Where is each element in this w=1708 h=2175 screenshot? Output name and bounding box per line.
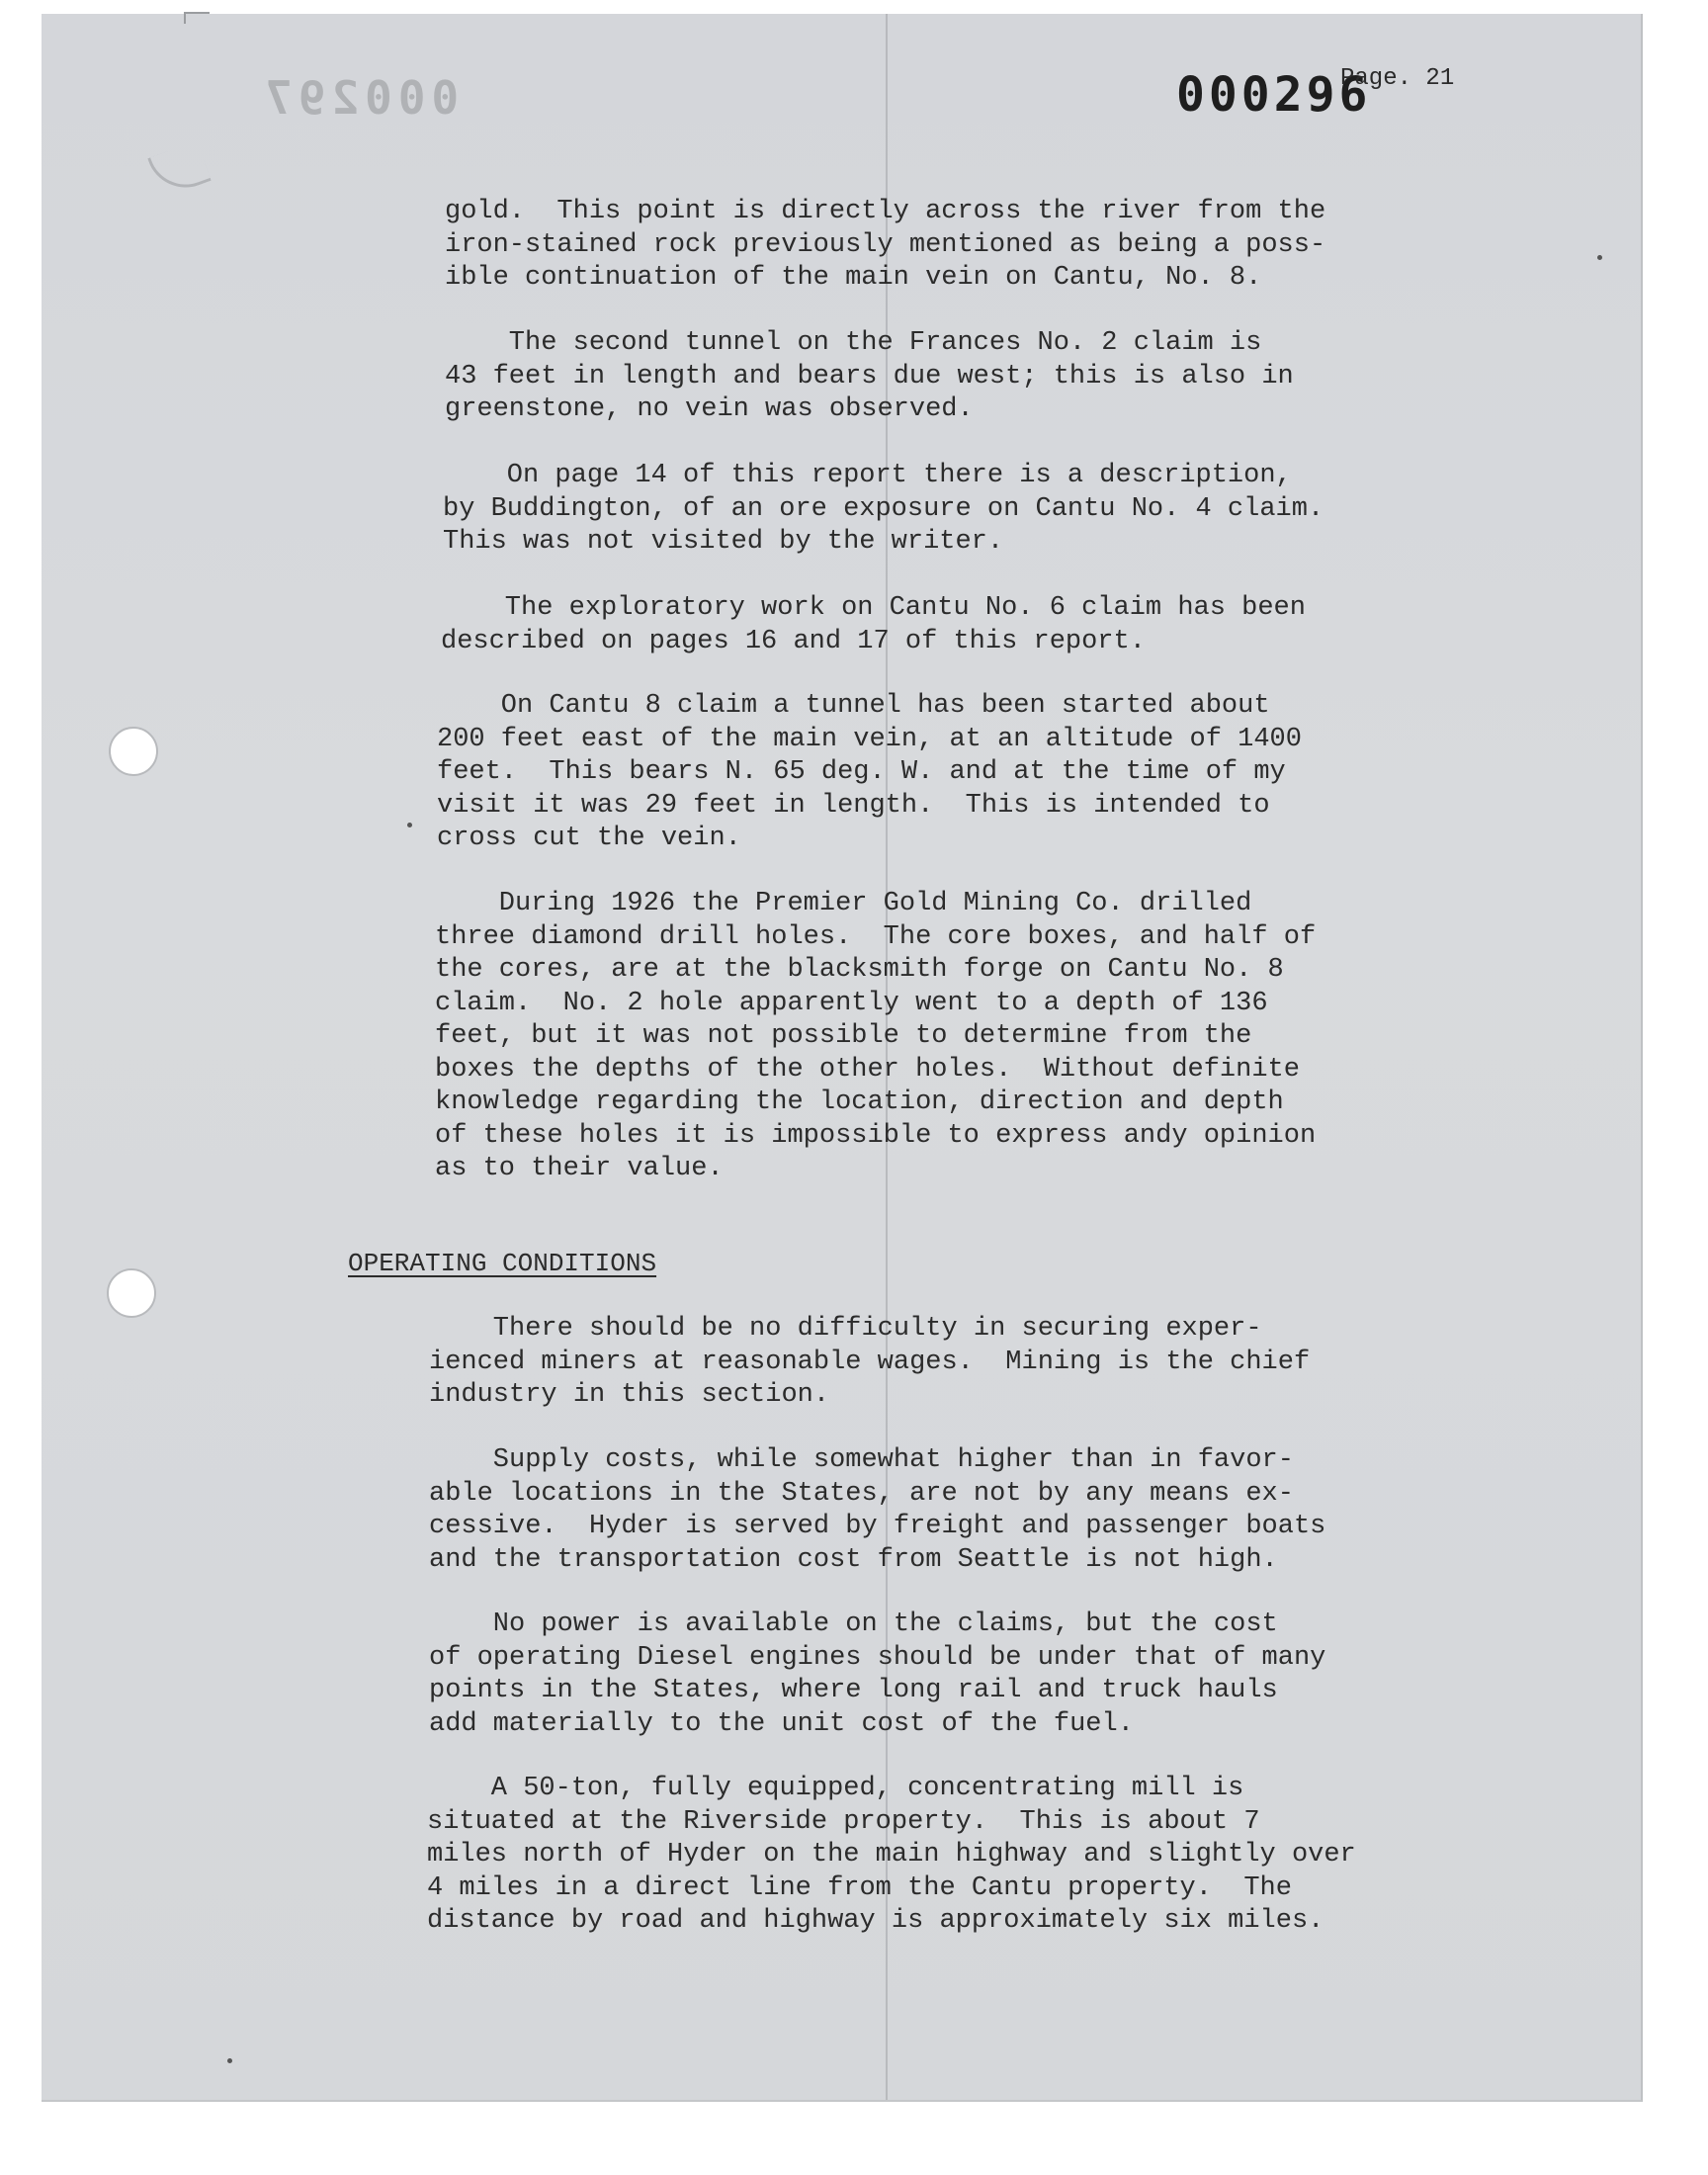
- paragraph-drill-holes: During 1926 the Premier Gold Mining Co. drilled three diamond drill holes. The core boxes, and half of the cores, are at the blacksmith forge on Cantu No. 8 claim. No. 2 hole apparently went to a depth of 136 feet, but it was not possible to determine from the boxes the depths of the other holes. Without definite knowledge regarding the location, direction and depth of these holes it is impossible to express andy opinion as to their value.: [435, 889, 1317, 1183]
- punch-hole-bottom: [107, 1268, 156, 1318]
- paragraph-cantu-8-tunnel: On Cantu 8 claim a tunnel has been started about 200 feet east of the main vein, at an altitude of 1400 feet. This bears N. 65 deg. W. and at the time of my visit it was 29 feet in length. This is intended to cross cut the vein.: [437, 691, 1302, 853]
- paragraph-cantu-6: The exploratory work on Cantu No. 6 claim has been described on pages 16 and 17 of this report.: [441, 593, 1306, 656]
- paragraph-power: No power is available on the claims, but the cost of operating Diesel engines should be under that of many points in the States, where long rail and truck hauls add materially to the unit cost of the fuel.: [429, 1610, 1326, 1739]
- page-number: Page. 21: [1340, 65, 1455, 92]
- speck: [407, 823, 412, 827]
- paragraph-gold-point: gold. This point is directly across the river from the iron-stained rock previously mentioned as being a poss- ible continuation of the main vein on Cantu, No. 8.: [445, 197, 1326, 293]
- paragraph-supply-costs: Supply costs, while somewhat higher than in favor- able locations in the States, are not by any means ex- cessive. Hyder is served by freight and passenger boats and the transportation cost from Seattle is not high.: [429, 1445, 1326, 1575]
- bleed-through-number: 000297: [259, 71, 460, 125]
- corner-mark: [184, 12, 210, 24]
- speck: [1597, 255, 1602, 260]
- speck: [227, 2058, 232, 2063]
- paragraph-buddington: On page 14 of this report there is a description, by Buddington, of an ore exposure on Cantu No. 4 claim. This was not visited by the writer.: [443, 461, 1324, 557]
- section-heading-operating-conditions: OPERATING CONDITIONS: [348, 1249, 657, 1278]
- paragraph-miners: There should be no difficulty in securing exper- ienced miners at reasonable wages. Mining is the chief industry in this section.: [429, 1314, 1311, 1410]
- paragraph-mill: A 50-ton, fully equipped, concentrating mill is situated at the Riverside property. This is about 7 miles north of Hyder on the main highway and slightly over 4 miles in a direct line from the Cantu property. The distance by road and highway is approximately six miles.: [427, 1774, 1356, 1936]
- document-stamp-number: 000296: [1176, 67, 1372, 123]
- paragraph-second-tunnel: The second tunnel on the Frances No. 2 claim is 43 feet in length and bears due west; this is also in greenstone, no vein was observed.: [445, 328, 1294, 424]
- punch-hole-top: [109, 727, 158, 776]
